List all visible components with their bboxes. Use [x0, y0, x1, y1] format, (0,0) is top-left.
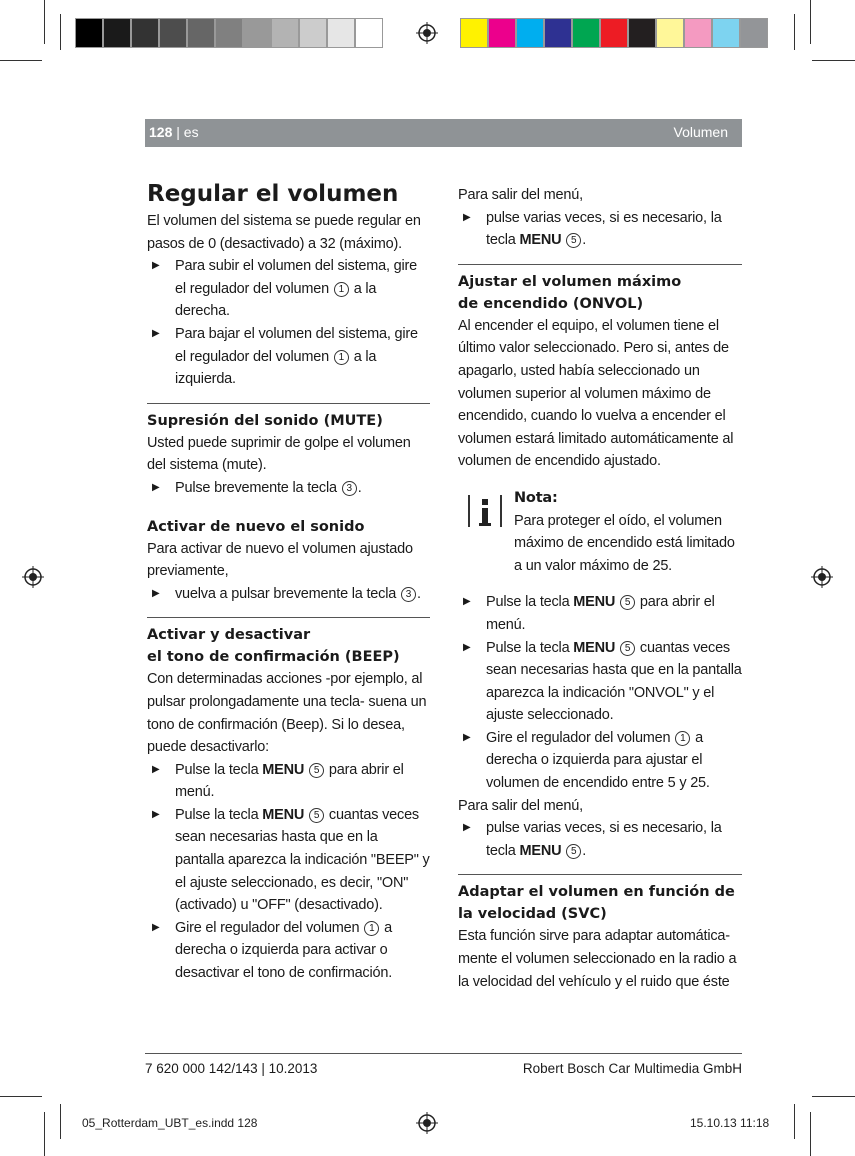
- color-swatch: [243, 18, 271, 48]
- control-number: 3: [342, 481, 357, 496]
- crop-mark: [0, 1096, 42, 1097]
- list-item: ▶ Gire el regulador del volumen 1 a derecha o izquierda para activar o desactivar el tono de confirmación.: [147, 917, 430, 985]
- control-number: 1: [364, 921, 379, 936]
- list-item: ▶ Pulse la tecla MENU 5 para abrir el menú.: [147, 759, 430, 804]
- grayscale-color-bar: [75, 18, 383, 48]
- note-text: Para proteger el oído, el volumen máximo de encendido está limitado a un valor máximo de 25.: [514, 512, 735, 574]
- color-swatch: [572, 18, 600, 48]
- paragraph: Al encender el equipo, el volumen tiene el último valor seleccionado. Pero si, antes de apagarlo, usted había seleccionado un volumen superior al volumen máximo de encendido, cuando lo vuelva a encender el volumen estará limitado automáticamente al volumen de encendido ajustado.: [458, 317, 734, 470]
- registration-mark-icon: [416, 1112, 438, 1134]
- registration-mark-icon: [416, 22, 438, 44]
- triangle-bullet-icon: ▶: [152, 763, 160, 775]
- key-label: MENU: [519, 232, 562, 249]
- list-item: ▶ Pulse brevemente la tecla 3 .: [147, 477, 430, 500]
- crop-mark: [810, 0, 811, 44]
- step-list: [147, 255, 430, 391]
- section-heading: Adaptar el volumen en función de la velocidad (SVC): [458, 884, 735, 923]
- paragraph: Para activar de nuevo el volumen ajustado previamente,: [147, 540, 413, 580]
- list-item: ▶ pulse varias veces, si es necesario, la tecla MENU 5 .: [458, 207, 742, 252]
- divider: [147, 617, 430, 618]
- color-swatch: [488, 18, 516, 48]
- paragraph: Usted puede suprimir de golpe el volumen del sistema (mute).: [147, 434, 411, 474]
- divider: [458, 874, 742, 875]
- color-swatch: [187, 18, 215, 48]
- control-number: 3: [401, 587, 416, 602]
- info-icon: [468, 495, 502, 527]
- crop-mark: [794, 14, 795, 50]
- color-swatch: [600, 18, 628, 48]
- print-slug-file: 05_Rotterdam_UBT_es.indd 128: [82, 1116, 258, 1130]
- triangle-bullet-icon: ▶: [152, 481, 160, 493]
- crop-mark: [810, 1112, 811, 1156]
- color-swatch: [712, 18, 740, 48]
- crop-mark: [812, 60, 855, 61]
- paragraph: El volumen del sistema se puede regular en pasos de 0 (desactivado) a 32 (máximo).: [147, 213, 421, 252]
- control-number: 5: [620, 641, 635, 656]
- process-color-bar: [460, 18, 768, 48]
- paragraph: Esta función sirve para adaptar automática-mente el volumen seleccionado en la radio a la velocidad del vehículo y el ruido que éste: [458, 928, 737, 990]
- list-item: ▶ Pulse la tecla MENU 5 cuantas veces sean necesarias hasta que en la pantalla aparezca la indicación "ONVOL" y el ajuste seleccionado.: [458, 637, 742, 727]
- list-item: ▶ Pulse la tecla MENU 5 cuantas veces sean necesarias hasta que en la pantalla aparezca la indicación "BEEP" y el ajuste seleccionado, es decir, "ON" (activado) u "OFF" (desactivado).: [147, 804, 430, 917]
- color-swatch: [103, 18, 131, 48]
- triangle-bullet-icon: ▶: [463, 641, 471, 653]
- step-list: [147, 477, 430, 500]
- triangle-bullet-icon: ▶: [463, 211, 471, 223]
- crop-mark: [0, 60, 42, 61]
- key-label: MENU: [262, 806, 305, 823]
- control-number: 5: [566, 233, 581, 248]
- print-slug-date: 15.10.13 11:18: [690, 1116, 770, 1130]
- control-number: 5: [309, 763, 324, 778]
- publisher: Robert Bosch Car Multimedia GmbH: [522, 1061, 742, 1076]
- list-item: ▶ Gire el regulador del volumen 1 a derecha o izquierda para ajustar el volumen de encendido entre 5 y 25.: [458, 727, 742, 795]
- color-swatch: [131, 18, 159, 48]
- color-swatch: [355, 18, 383, 48]
- triangle-bullet-icon: ▶: [463, 731, 471, 743]
- color-swatch: [271, 18, 299, 48]
- section-heading: Supresión del sonido (MUTE): [147, 412, 383, 429]
- triangle-bullet-icon: ▶: [463, 822, 471, 834]
- page-header: [145, 119, 742, 147]
- document-number: 7 620 000 142/143 | 10.2013: [145, 1061, 318, 1076]
- step-list: [147, 759, 430, 985]
- list-item: ▶ Para bajar el volumen del sistema, gire el regulador del volumen 1 a la izquierda.: [147, 323, 430, 391]
- control-number: 5: [309, 808, 324, 823]
- note-box: [458, 487, 742, 577]
- triangle-bullet-icon: ▶: [152, 921, 160, 933]
- step-list: [147, 583, 430, 606]
- section-heading: Ajustar el volumen máximo de encendido (ONVOL): [458, 273, 682, 312]
- page-number: 128 | es: [149, 124, 199, 140]
- crop-mark: [60, 14, 61, 50]
- paragraph: Con determinadas acciones -por ejemplo, al pulsar prolongadamente una tecla- suena un tono de confirmación (Beep). Si lo desea, puede desactivarlo:: [147, 671, 427, 756]
- section-heading: Activar de nuevo el sonido: [147, 518, 365, 535]
- triangle-bullet-icon: ▶: [152, 587, 160, 599]
- step-list: [458, 817, 742, 862]
- page-footer: [145, 1053, 742, 1076]
- key-label: MENU: [262, 761, 305, 778]
- color-swatch: [544, 18, 572, 48]
- left-column: [147, 180, 430, 985]
- step-list: [458, 591, 742, 794]
- key-label: MENU: [573, 594, 616, 611]
- paragraph: Para salir del menú,: [458, 187, 583, 203]
- right-column: [458, 184, 742, 993]
- control-number: 1: [675, 731, 690, 746]
- color-swatch: [516, 18, 544, 48]
- key-label: MENU: [573, 639, 616, 656]
- color-swatch: [656, 18, 684, 48]
- color-swatch: [740, 18, 768, 48]
- divider: [147, 403, 430, 404]
- section-title: Volumen: [673, 124, 728, 140]
- crop-mark: [60, 1104, 61, 1139]
- step-list: [458, 207, 742, 252]
- color-swatch: [75, 18, 103, 48]
- list-item: ▶ vuelva a pulsar brevemente la tecla 3 .: [147, 583, 430, 606]
- color-swatch: [460, 18, 488, 48]
- color-swatch: [628, 18, 656, 48]
- crop-mark: [794, 1104, 795, 1139]
- paragraph: Para salir del menú,: [458, 797, 583, 814]
- crop-mark: [44, 1112, 45, 1156]
- section-heading: Activar y desactivar el tono de confirmación (BEEP): [147, 627, 400, 666]
- color-swatch: [215, 18, 243, 48]
- crop-mark: [812, 1096, 855, 1097]
- triangle-bullet-icon: ▶: [152, 808, 160, 820]
- color-swatch: [299, 18, 327, 48]
- control-number: 5: [620, 595, 635, 610]
- list-item: ▶ Para subir el volumen del sistema, gire el regulador del volumen 1 a la derecha.: [147, 255, 430, 323]
- registration-mark-icon: [811, 566, 833, 588]
- page-title: Regular el volumen: [147, 181, 399, 207]
- color-swatch: [684, 18, 712, 48]
- key-label: MENU: [519, 842, 562, 859]
- triangle-bullet-icon: ▶: [152, 327, 160, 339]
- triangle-bullet-icon: ▶: [463, 596, 471, 608]
- control-number: 5: [566, 844, 581, 859]
- control-number: 1: [334, 350, 349, 365]
- color-swatch: [159, 18, 187, 48]
- control-number: 1: [334, 282, 349, 297]
- list-item: ▶ Pulse la tecla MENU 5 para abrir el menú.: [458, 591, 742, 636]
- list-item: ▶ pulse varias veces, si es necesario, la tecla MENU 5 .: [458, 817, 742, 862]
- divider: [458, 264, 742, 265]
- triangle-bullet-icon: ▶: [152, 260, 160, 272]
- registration-mark-icon: [22, 566, 44, 588]
- color-swatch: [327, 18, 355, 48]
- crop-mark: [44, 0, 45, 44]
- note-title: Nota:: [514, 489, 558, 506]
